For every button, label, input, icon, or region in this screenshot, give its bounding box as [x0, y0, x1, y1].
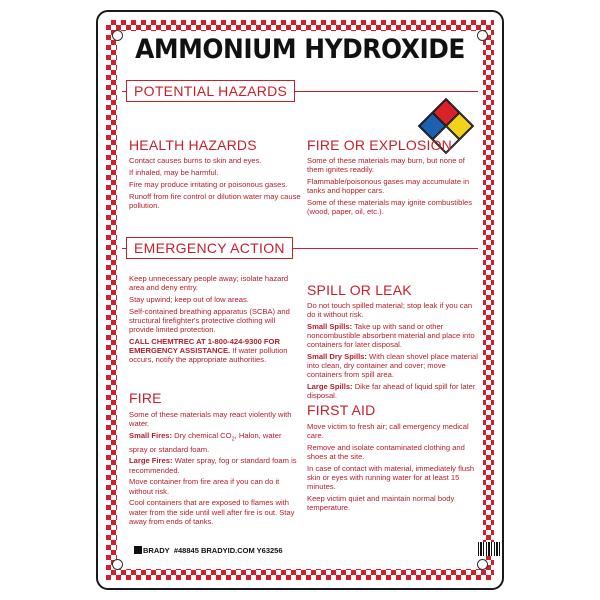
text-line: Do not touch spilled material; stop leak if you can do it without risk.	[307, 301, 473, 320]
text-line: Keep unnecessary people away; isolate hazard area and deny entry.	[129, 274, 289, 293]
fire-text	[129, 410, 301, 529]
spill-or-leak-heading: SPILL OR LEAK	[307, 282, 412, 298]
text-line: Some of these materials may react violently with water.	[129, 410, 292, 429]
text-line: Self-contained breathing apparatus (SCBA) and structural firefighter's protective clothing will provide limited protection.	[129, 306, 290, 335]
text-line: If inhaled, may be harmful.	[129, 167, 219, 177]
first-aid-heading: FIRST AID	[307, 402, 376, 418]
text-label: Small Fires:	[129, 430, 173, 440]
section-potential-hazards: POTENTIAL HAZARDS	[126, 80, 295, 102]
health-hazards-heading: HEALTH HAZARDS	[129, 137, 257, 153]
text-line: Some of these materials may burn, but none of them ignites readily.	[307, 156, 465, 175]
text-line: In case of contact with material, immediately flush skin or eyes with running water for at least 15 minutes.	[307, 463, 475, 492]
subscript: 2	[231, 436, 235, 443]
text-line: Remove and isolate contaminated clothing and shoes at the site.	[307, 442, 465, 462]
text-run: If water pollution occurs, notify the appropriate authorities.	[129, 346, 288, 365]
mounting-hole	[477, 559, 488, 570]
text-line	[307, 352, 479, 379]
text-line	[307, 382, 479, 400]
text-line: Flammable/poisonous gases may accumulate in tanks and hopper cars.	[307, 176, 470, 196]
text-label: Large Fires:	[129, 456, 173, 466]
text-run: Dike far ahead of liquid spill for later disposal.	[307, 382, 476, 401]
chemtrec-callout: CALL CHEMTREC AT 1-800-424-9300 FOR EMERGENCY ASSISTANCE.	[129, 336, 280, 356]
safety-sign	[96, 10, 504, 590]
text-label: Large Spills:	[307, 382, 353, 392]
text-line	[129, 456, 301, 474]
text-line	[129, 337, 301, 364]
text-line: Runoff from fire control or dilution water may cause pollution.	[129, 191, 301, 210]
emergency-text	[129, 274, 301, 367]
text-line: Keep victim quiet and maintain normal body temperature.	[307, 494, 455, 513]
text-line: Move victim to fresh air; call emergency medical care.	[307, 422, 469, 441]
text-line: Stay upwind; keep out of low areas.	[129, 294, 249, 304]
first-aid-text	[307, 422, 479, 515]
barcode-icon	[478, 542, 504, 556]
text-line: Fire may produce irritating or poisonous gases.	[129, 179, 288, 189]
text-run: Dry chemical CO	[172, 430, 232, 440]
section-emergency-action: EMERGENCY ACTION	[126, 237, 293, 259]
product-footer	[134, 546, 283, 555]
text-line	[129, 431, 301, 454]
fire-or-explosion-heading: FIRE OR EXPLOSION	[307, 137, 452, 153]
text-line: Move container from fire area if you can do it without risk.	[129, 477, 280, 496]
text-run: Take up with sand or other noncombustible absorbent material and place into containers for later disposal.	[307, 321, 475, 350]
spill-or-leak-text	[307, 301, 479, 403]
text-run: Water spray, fog or standard foam is recommended.	[129, 456, 297, 475]
brady-logo-icon	[134, 546, 142, 554]
text-label: Small Dry Spills:	[307, 352, 367, 362]
product-code: #48845 BRADYID.COM Y63256	[173, 546, 283, 555]
text-line	[307, 322, 479, 349]
fire-heading: FIRE	[129, 390, 162, 406]
text-line: Some of these materials may ignite combustibles (wood, paper, oil, etc.).	[307, 197, 473, 217]
brand-name: BRADY	[143, 546, 170, 555]
health-hazards-text	[129, 156, 301, 213]
text-run: , Halon, water spray or standard foam.	[129, 430, 282, 454]
sign-title: AMMONIUM HYDROXIDE	[135, 34, 465, 65]
text-line: Cool containers that are exposed to flames with water from the side until well after fire is out. Stay away from ends of tanks.	[129, 498, 295, 526]
text-label: Small Spills:	[307, 321, 353, 331]
text-line: Contact causes burns to skin and eyes.	[129, 156, 262, 165]
fire-or-explosion-text	[307, 156, 479, 219]
text-run: With clean shovel place material into clean, dry container and cover; move containers from spill area.	[307, 352, 478, 380]
mounting-hole	[112, 559, 123, 570]
